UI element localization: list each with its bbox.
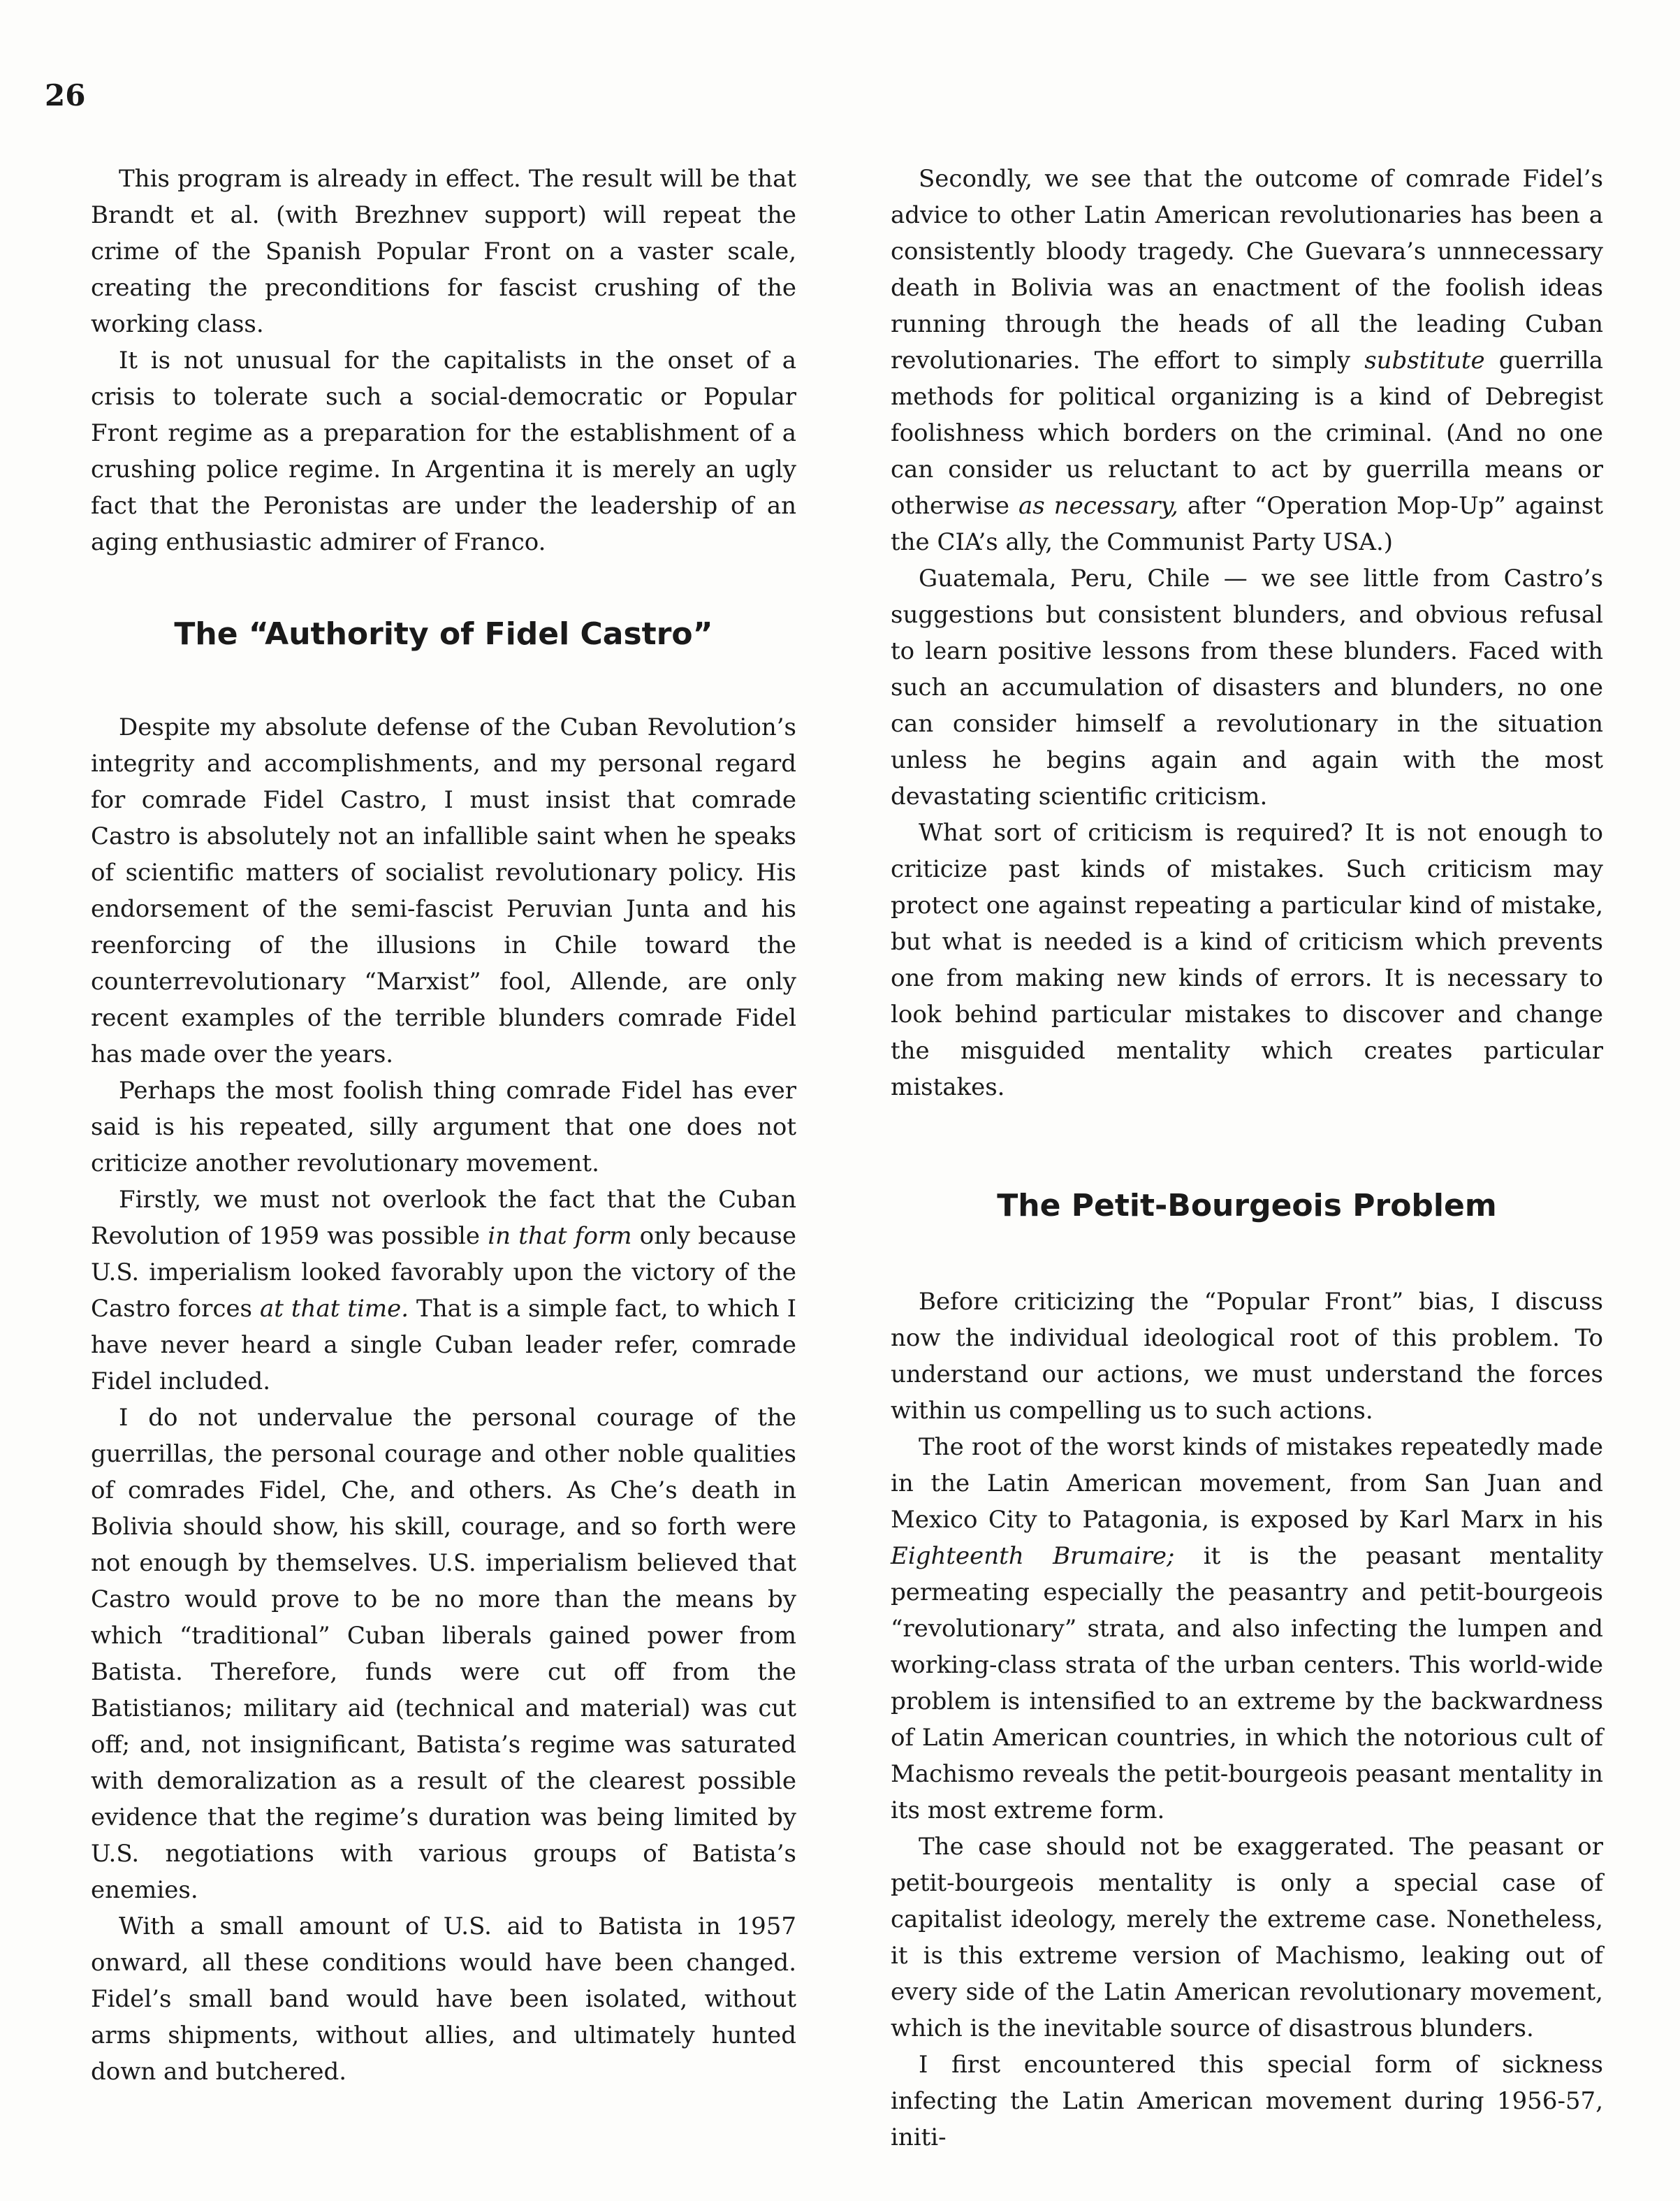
italic-text: at that time. — [259, 1295, 409, 1323]
text-run: it is the peasant mentality permeating especially the peasantry and petit-bourgeois “revolutionary” strata, and also infecting the lumpen and working-class strata of the urban centers. This world-wide problem is intensified to an extreme by the backwardness of Latin American countries, in which the notorious cult of Machismo reveals the petit-bourgeois peasant mentality in its most extreme form. — [891, 1542, 1603, 1824]
section-heading-petit-bourgeois: The Petit-Bourgeois Problem — [997, 1188, 1497, 1223]
paragraph: With a small amount of U.S. aid to Batista in 1957 onward, all these conditions would have been changed. Fidel’s small band would have been isolated, without arms shipments, without allies, and ultimately hunted down and butchered. — [91, 1912, 796, 2086]
paragraph: This program is already in effect. The result will be that Brandt et al. (with Brezhnev support) will repeat the crime of the Spanish Popular Front on a vaster scale, creating the preconditions for fascist crushing of the working class. — [91, 165, 796, 338]
paragraph: What sort of criticism is required? It is not enough to criticize past kinds of mistakes. Such criticism may protect one against repeating a particular kind of mistake, but what is needed is a kind of criticism which prevents one from making new kinds of errors. It is necessary to look behind particular mistakes to discover and change the misguided mentality which creates particular mistakes. — [891, 819, 1603, 1101]
italic-text: Eighteenth Brumaire; — [891, 1542, 1175, 1570]
paragraph: I do not undervalue the personal courage of the guerrillas, the personal courage and other noble qualities of comrades Fidel, Che, and others. As Che’s death in Bolivia should show, his skill, courage, and so forth were not enough by themselves. U.S. imperialism believed that Castro would prove to be no more than the means by which “traditional” Cuban liberals gained power from Batista. Therefore, funds were cut off from the Batistianos; military aid (technical and material) was cut off; and, not insignificant, Batista’s regime was saturated with demoralization as a result of the clearest possible evidence that the regime’s duration was being limited by U.S. negotiations with various groups of Batista’s enemies. — [91, 1404, 796, 1904]
paragraph: It is not unusual for the capitalists in the onset of a crisis to tolerate such a social-democratic or Popular Front regime as a preparation for the establishment of a crushing police regime. In Argentina it is merely an ugly fact that the Peronistas are under the leadership of an aging enthusiastic admirer of Franco. — [91, 347, 796, 556]
text-run: only because U.S. imperialism looked favorably upon the victory of the Castro forces — [91, 1222, 796, 1323]
paragraph: I first encountered this special form of sickness infecting the Latin American movement during 1956-57, initi- — [891, 2051, 1603, 2151]
text-run: after “Operation Mop-Up” against the CIA’s ally, the Communist Party USA.) — [891, 492, 1603, 556]
text-run: Firstly, we must not overlook the fact that the Cuban Revolution of 1959 was possible — [91, 1186, 796, 1250]
paragraph: Guatemala, Peru, Chile — we see little from Castro’s suggestions but consistent blunders, and obvious refusal to learn positive lessons from these blunders. Faced with such an accumulation of disasters and blunders, no one can consider himself a revolutionary in the situation unless he begins again and again with the most devastating scientific criticism. — [891, 565, 1603, 811]
section-heading-authority: The “Authority of Fidel Castro” — [174, 616, 713, 652]
text-run: guerrilla methods for political organizing is a kind of Debregist foolishness which borders on the criminal. (And no one can consider us reluctant to act by guerrilla means or otherwise — [891, 347, 1603, 520]
paragraph: Perhaps the most foolish thing comrade Fidel has ever said is his repeated, silly argument that one does not criticize another revolutionary movement. — [91, 1077, 796, 1177]
paragraph-firstly — [91, 1182, 796, 1400]
text-run: The root of the worst kinds of mistakes repeatedly made in the Latin American movement, from San Juan and Mexico City to Patagonia, is exposed by Karl Marx in his — [891, 1433, 1603, 1534]
left-column — [91, 161, 796, 2090]
italic-text: as necessary, — [1018, 492, 1178, 520]
text-run: That is a simple fact, to which I have never heard a single Cuban leader refer, comrade Fidel included. — [91, 1295, 796, 1395]
paragraph-secondly — [891, 161, 1603, 560]
paragraph: The case should not be exaggerated. The peasant or petit-bourgeois mentality is only a special case of capitalist ideology, merely the extreme case. Nonetheless, it is this extreme version of Machismo, leaking out of every side of the Latin American revolutionary movement, which is the inevitable source of disastrous blunders. — [891, 1833, 1603, 2042]
paragraph: Before criticizing the “Popular Front” bias, I discuss now the individual ideological root of this problem. To understand our actions, we must understand the forces within us compelling us to such actions. — [891, 1288, 1603, 1425]
paragraph: Despite my absolute defense of the Cuban Revolution’s integrity and accomplishments, and my personal regard for comrade Fidel Castro, I must insist that comrade Castro is absolutely not an infallible saint when he speaks of scientific matters of socialist revolutionary policy. His endorsement of the semi-fascist Peruvian Junta and his reenforcing of the illusions in Chile toward the counterrevolutionary “Marxist” fool, Allende, are only recent examples of the terrible blunders comrade Fidel has made over the years. — [91, 713, 796, 1068]
paragraph-root — [891, 1429, 1603, 1829]
text-run: Secondly, we see that the outcome of comrade Fidel’s advice to other Latin American revolutionaries has been a consistently bloody tragedy. Che Guevara’s unnnecessary death in Bolivia was an enactment of the foolish ideas running through the heads of all the leading Cuban revolutionaries. The effort to simply — [891, 165, 1603, 375]
right-column — [891, 161, 1603, 2156]
page-number: 26 — [45, 78, 86, 112]
italic-text: substitute — [1364, 347, 1485, 375]
italic-text: in that form — [488, 1222, 632, 1250]
